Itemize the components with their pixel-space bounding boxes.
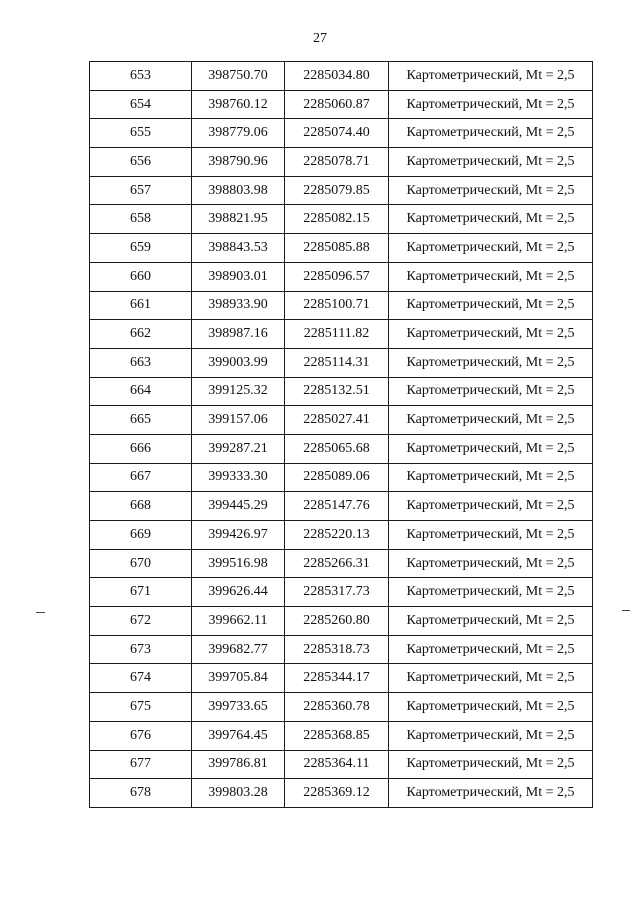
method-cell: Картометрический, Mt = 2,5: [389, 664, 593, 693]
y-coordinate-cell: 2285132.51: [285, 377, 389, 406]
table-row: [90, 779, 593, 808]
point-number-cell: 659: [90, 234, 192, 263]
x-coordinate-cell: 399125.32: [192, 377, 285, 406]
method-cell: Картометрический, Mt = 2,5: [389, 693, 593, 722]
point-number-cell: 672: [90, 607, 192, 636]
x-coordinate-cell: 399662.11: [192, 607, 285, 636]
x-coordinate-cell: 398933.90: [192, 291, 285, 320]
point-number-cell: 657: [90, 176, 192, 205]
y-coordinate-cell: 2285100.71: [285, 291, 389, 320]
method-cell: Картометрический, Mt = 2,5: [389, 463, 593, 492]
y-coordinate-cell: 2285318.73: [285, 635, 389, 664]
method-cell: Картометрический, Mt = 2,5: [389, 434, 593, 463]
x-coordinate-cell: 399426.97: [192, 521, 285, 550]
table-row: [90, 205, 593, 234]
scan-mark-left: [36, 612, 45, 613]
table-row: [90, 463, 593, 492]
x-coordinate-cell: 399157.06: [192, 406, 285, 435]
method-cell: Картометрический, Mt = 2,5: [389, 148, 593, 177]
method-cell: Картометрический, Mt = 2,5: [389, 578, 593, 607]
x-coordinate-cell: 399803.28: [192, 779, 285, 808]
method-cell: Картометрический, Mt = 2,5: [389, 291, 593, 320]
table-row: [90, 320, 593, 349]
point-number-cell: 654: [90, 90, 192, 119]
x-coordinate-cell: 398803.98: [192, 176, 285, 205]
table-row: [90, 750, 593, 779]
method-cell: Картометрический, Mt = 2,5: [389, 377, 593, 406]
point-number-cell: 666: [90, 434, 192, 463]
y-coordinate-cell: 2285220.13: [285, 521, 389, 550]
x-coordinate-cell: 398750.70: [192, 62, 285, 91]
x-coordinate-cell: 399733.65: [192, 693, 285, 722]
x-coordinate-cell: 398760.12: [192, 90, 285, 119]
method-cell: Картометрический, Mt = 2,5: [389, 721, 593, 750]
point-number-cell: 671: [90, 578, 192, 607]
table-row: [90, 119, 593, 148]
x-coordinate-cell: 399333.30: [192, 463, 285, 492]
method-cell: Картометрический, Mt = 2,5: [389, 406, 593, 435]
y-coordinate-cell: 2285369.12: [285, 779, 389, 808]
coordinates-table-body: [90, 62, 593, 808]
x-coordinate-cell: 399003.99: [192, 348, 285, 377]
table-row: [90, 348, 593, 377]
point-number-cell: 670: [90, 549, 192, 578]
table-row: [90, 607, 593, 636]
x-coordinate-cell: 398843.53: [192, 234, 285, 263]
table-row: [90, 721, 593, 750]
table-row: [90, 664, 593, 693]
y-coordinate-cell: 2285364.11: [285, 750, 389, 779]
table-row: [90, 90, 593, 119]
y-coordinate-cell: 2285111.82: [285, 320, 389, 349]
x-coordinate-cell: 398903.01: [192, 262, 285, 291]
table-row: [90, 434, 593, 463]
method-cell: Картометрический, Mt = 2,5: [389, 90, 593, 119]
y-coordinate-cell: 2285074.40: [285, 119, 389, 148]
point-number-cell: 675: [90, 693, 192, 722]
method-cell: Картометрический, Mt = 2,5: [389, 320, 593, 349]
x-coordinate-cell: 399287.21: [192, 434, 285, 463]
x-coordinate-cell: 399516.98: [192, 549, 285, 578]
y-coordinate-cell: 2285082.15: [285, 205, 389, 234]
y-coordinate-cell: 2285360.78: [285, 693, 389, 722]
coordinates-table: [89, 61, 593, 808]
table-row: [90, 262, 593, 291]
method-cell: Картометрический, Mt = 2,5: [389, 635, 593, 664]
method-cell: Картометрический, Mt = 2,5: [389, 779, 593, 808]
method-cell: Картометрический, Mt = 2,5: [389, 262, 593, 291]
point-number-cell: 662: [90, 320, 192, 349]
x-coordinate-cell: 399705.84: [192, 664, 285, 693]
table-row: [90, 693, 593, 722]
x-coordinate-cell: 398790.96: [192, 148, 285, 177]
point-number-cell: 669: [90, 521, 192, 550]
method-cell: Картометрический, Mt = 2,5: [389, 607, 593, 636]
point-number-cell: 665: [90, 406, 192, 435]
x-coordinate-cell: 399786.81: [192, 750, 285, 779]
point-number-cell: 677: [90, 750, 192, 779]
y-coordinate-cell: 2285114.31: [285, 348, 389, 377]
point-number-cell: 678: [90, 779, 192, 808]
table-row: [90, 406, 593, 435]
x-coordinate-cell: 398821.95: [192, 205, 285, 234]
y-coordinate-cell: 2285060.87: [285, 90, 389, 119]
y-coordinate-cell: 2285096.57: [285, 262, 389, 291]
point-number-cell: 663: [90, 348, 192, 377]
x-coordinate-cell: 398779.06: [192, 119, 285, 148]
x-coordinate-cell: 399764.45: [192, 721, 285, 750]
page-number: 27: [313, 31, 327, 46]
y-coordinate-cell: 2285147.76: [285, 492, 389, 521]
method-cell: Картометрический, Mt = 2,5: [389, 205, 593, 234]
table-row: [90, 578, 593, 607]
x-coordinate-cell: 399626.44: [192, 578, 285, 607]
scan-mark-right: [622, 610, 630, 611]
y-coordinate-cell: 2285085.88: [285, 234, 389, 263]
method-cell: Картометрический, Mt = 2,5: [389, 62, 593, 91]
point-number-cell: 656: [90, 148, 192, 177]
y-coordinate-cell: 2285317.73: [285, 578, 389, 607]
y-coordinate-cell: 2285034.80: [285, 62, 389, 91]
x-coordinate-cell: 399445.29: [192, 492, 285, 521]
method-cell: Картометрический, Mt = 2,5: [389, 492, 593, 521]
x-coordinate-cell: 398987.16: [192, 320, 285, 349]
method-cell: Картометрический, Mt = 2,5: [389, 234, 593, 263]
table-row: [90, 492, 593, 521]
point-number-cell: 658: [90, 205, 192, 234]
method-cell: Картометрический, Mt = 2,5: [389, 750, 593, 779]
method-cell: Картометрический, Mt = 2,5: [389, 119, 593, 148]
method-cell: Картометрический, Mt = 2,5: [389, 549, 593, 578]
point-number-cell: 668: [90, 492, 192, 521]
y-coordinate-cell: 2285266.31: [285, 549, 389, 578]
point-number-cell: 674: [90, 664, 192, 693]
y-coordinate-cell: 2285344.17: [285, 664, 389, 693]
point-number-cell: 667: [90, 463, 192, 492]
table-row: [90, 234, 593, 263]
point-number-cell: 653: [90, 62, 192, 91]
y-coordinate-cell: 2285065.68: [285, 434, 389, 463]
y-coordinate-cell: 2285260.80: [285, 607, 389, 636]
table-row: [90, 635, 593, 664]
y-coordinate-cell: 2285368.85: [285, 721, 389, 750]
table-row: [90, 291, 593, 320]
table-row: [90, 377, 593, 406]
table-row: [90, 148, 593, 177]
method-cell: Картометрический, Mt = 2,5: [389, 176, 593, 205]
y-coordinate-cell: 2285078.71: [285, 148, 389, 177]
method-cell: Картометрический, Mt = 2,5: [389, 348, 593, 377]
point-number-cell: 660: [90, 262, 192, 291]
point-number-cell: 664: [90, 377, 192, 406]
x-coordinate-cell: 399682.77: [192, 635, 285, 664]
point-number-cell: 673: [90, 635, 192, 664]
point-number-cell: 655: [90, 119, 192, 148]
table-row: [90, 62, 593, 91]
y-coordinate-cell: 2285079.85: [285, 176, 389, 205]
point-number-cell: 676: [90, 721, 192, 750]
method-cell: Картометрический, Mt = 2,5: [389, 521, 593, 550]
y-coordinate-cell: 2285089.06: [285, 463, 389, 492]
table-row: [90, 549, 593, 578]
y-coordinate-cell: 2285027.41: [285, 406, 389, 435]
table-row: [90, 176, 593, 205]
point-number-cell: 661: [90, 291, 192, 320]
table-row: [90, 521, 593, 550]
